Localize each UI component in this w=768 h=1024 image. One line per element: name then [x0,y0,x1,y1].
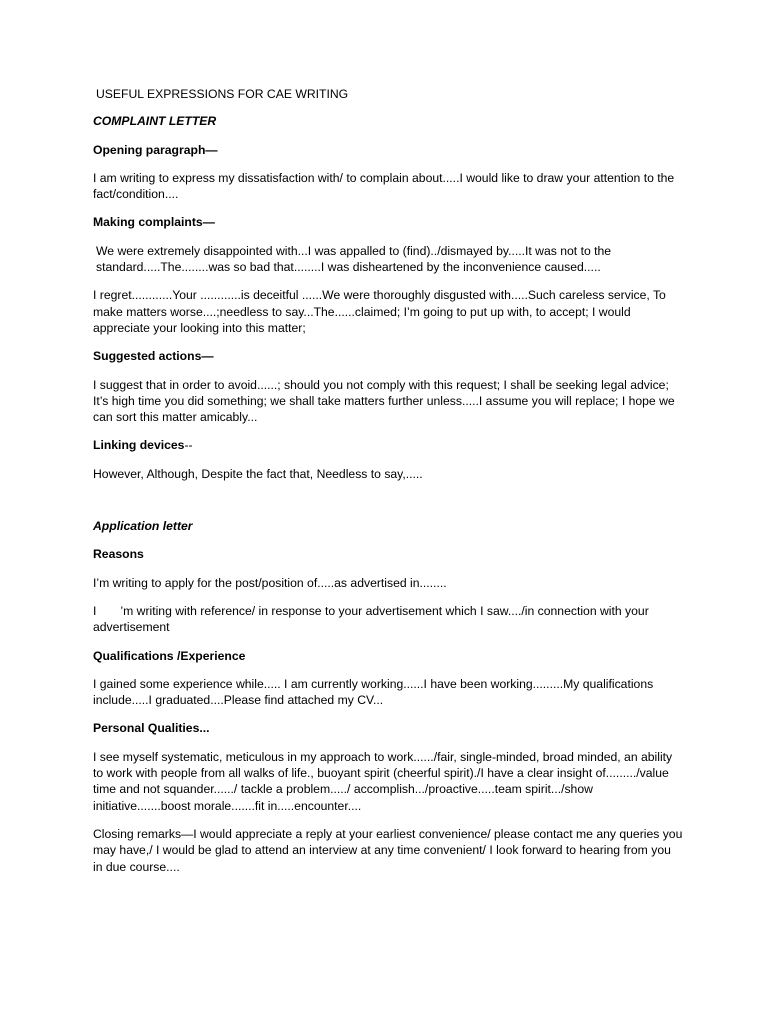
application-letter-title: Application letter [93,519,193,534]
linking-devices-text: However, Although, Despite the fact that, Needless to say,..... [93,466,423,481]
qualifications-text: I gained some experience while..... I am currently working......I have been working.........My qualifications include.....I graduated....Please find attached my CV... [93,676,654,708]
complaint-letter-title: COMPLAINT LETTER [93,114,217,129]
closing-remarks-text: Closing remarks—I would appreciate a reply at your earliest convenience/ please contact me any queries you may have,/ I would be glad to attend an interview at any time convenient/ I look forward to hearing from you in due course.... [93,826,683,874]
reasons-text-1: I’m writing to apply for the post/position of.....as advertised in........ [93,575,447,590]
opening-paragraph-heading: Opening paragraph— [93,142,218,157]
reasons-text-2 [93,603,683,636]
suggested-actions-heading: Suggested actions— [93,349,214,364]
making-complaints-heading: Making complaints— [93,215,215,230]
reasons-heading: Reasons [93,547,144,562]
linking-devices-label: Linking devices [93,438,185,453]
document-title: USEFUL EXPRESSIONS FOR CAE WRITING [96,87,349,101]
document-page [93,86,683,887]
reasons-text-2-letter: I [93,603,97,618]
qualifications-heading: Qualifications /Experience [93,648,246,663]
opening-paragraph-text: I am writing to express my dissatisfaction with/ to complain about.....I would like to draw your attention to the fact/condition.... [93,170,675,202]
making-complaints-text-1: We were extremely disappointed with...I was appalled to (find)../dismayed by.....It was not to the standard.....The........was so bad that........I was disheartened by the inconvenience caused..... [96,243,612,275]
personal-qualities-heading: Personal Qualities... [93,721,210,736]
making-complaints-text-2: I regret............Your ............is deceitful ......We were thoroughly disgusted with.....Such careless service, To make matters worse....;needless to say...The......claimed; I’m going to put up with, to accept; I would appreciate your looking into this matter; [93,288,666,335]
section-spacer [93,494,683,518]
personal-qualities-text: I see myself systematic, meticulous in my approach to work....../fair, single-minded, broad minded, an ability to work with people from all walks of life., buoyant spirit (cheerful spirit)./I have a clear insight of........./value time and not squander....../ tackle a problem...../ accomplish.../proactive.....team spirit.../show initiative.......boost morale.......fit in.....encounter.... [93,749,673,813]
reasons-text-2-rest: ’m writing with reference/ in response to your advertisement which I saw..../in connection with your advertisement [93,603,649,635]
linking-devices-heading [93,437,683,453]
linking-devices-dashes: -- [184,438,193,453]
suggested-actions-text: I suggest that in order to avoid......; should you not comply with this request; I shall be seeking legal advice; It’s high time you did something; we shall take matters further unless.....I assume you will replace; I hope we can sort this matter amicably... [93,377,675,425]
